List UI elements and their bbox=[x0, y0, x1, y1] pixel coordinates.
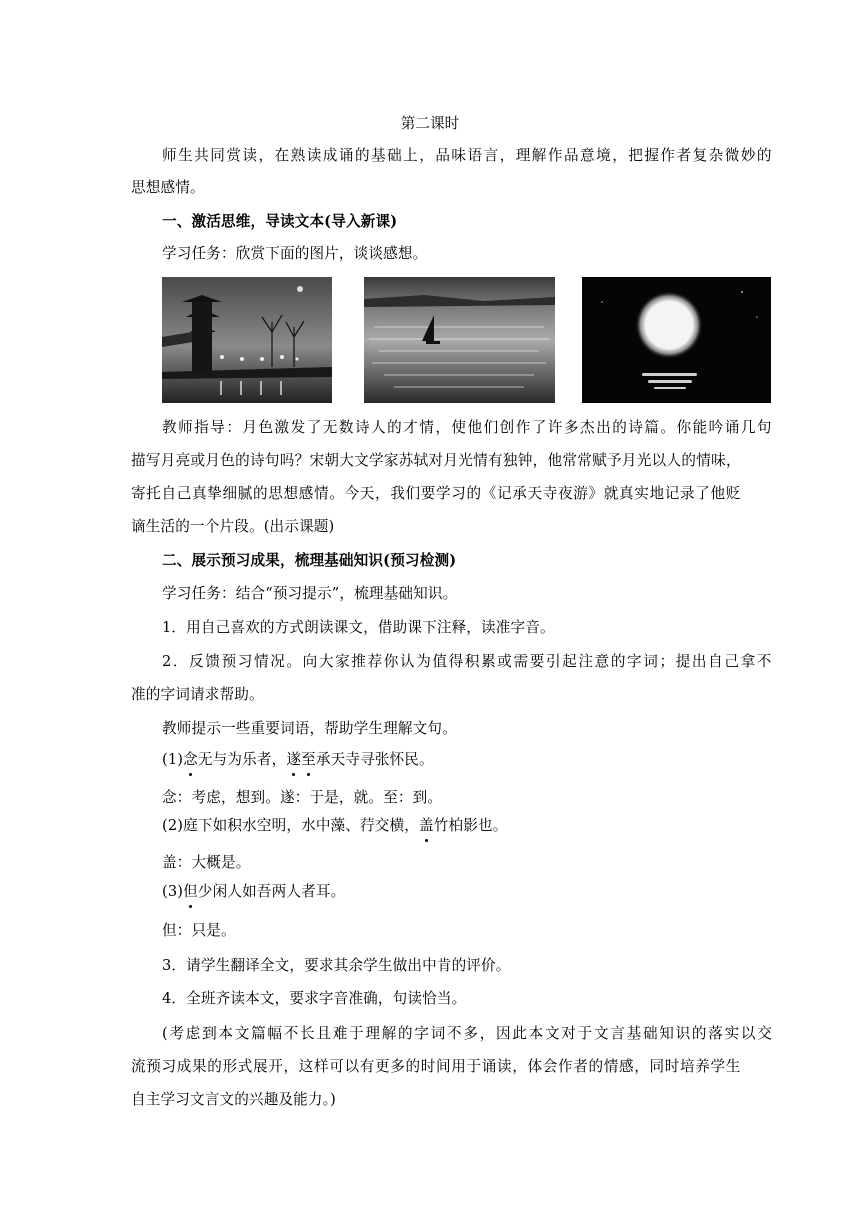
example-3-prefix: (3) bbox=[162, 883, 184, 900]
section2-heading: 二、展示预习成果，梳理基础知识(预习检测) bbox=[162, 552, 457, 569]
item-1: 1．用自己喜欢的方式朗读课文，借助课下注释，读准字音。 bbox=[162, 619, 555, 636]
item-4: 4．全班齐读本文，要求字音准确，句读恰当。 bbox=[162, 990, 467, 1007]
example-1-note: 念：考虑，想到。遂：于是，就。至：到。 bbox=[162, 789, 443, 806]
example-2-suffix: 竹柏影也。 bbox=[433, 817, 508, 834]
dotted-char: 至 bbox=[301, 751, 316, 768]
note-line-3: 自主学习文言文的兴趣及能力。) bbox=[131, 1091, 336, 1108]
teacher-hint: 教师提示一些重要词语，帮助学生理解文句。 bbox=[162, 720, 457, 737]
example-2 bbox=[162, 816, 772, 836]
example-1-prefix: (1) bbox=[162, 751, 184, 768]
section2-task: 学习任务：结合“预习提示”，梳理基础知识。 bbox=[162, 585, 458, 602]
example-1-suffix: 承天寺寻张怀民。 bbox=[315, 751, 434, 768]
section1-heading: 一、激活思维，导读文本(导入新课) bbox=[162, 213, 398, 230]
example-3-note: 但：只是。 bbox=[162, 922, 236, 939]
example-1 bbox=[162, 750, 772, 770]
intro-line-1: 师 生 共 同 赏 读 ， 在 熟 读 成 诵 的 基 础 上 ， 品 味 语 言 ， 理 解 作 品 意 境 ， 把 握 作 者 复 杂 微 妙 的 bbox=[162, 147, 772, 164]
dotted-char: 念 bbox=[183, 751, 198, 768]
guide-line-4: 谪生活的一个片段。(出示课题) bbox=[131, 518, 335, 535]
page-title: 第二课时 bbox=[400, 115, 460, 132]
guide-line-1: 教 师 指 导 ： 月 色 激 发 了 无 数 诗 人 的 才 情 ， 使 他 们 创 作 了 许 多 杰 出 的 诗 篇 。 你 能 吟 诵 几 句 bbox=[162, 419, 772, 436]
note-line-1: ( 考 虑 到 本 文 篇 幅 不 长 且 难 于 理 解 的 字 词 不 多 ， 因 此 本 文 对 于 文 言 基 础 知 识 的 落 实 以 交 bbox=[162, 1025, 772, 1042]
sailboat-moonlight-photo bbox=[364, 277, 555, 403]
item-2-line-1: 2 ． 反 馈 预 习 情 况 。 向 大 家 推 荐 你 认 为 值 得 积 累 或 需 要 引 起 注 意 的 字 词 ； 提 出 自 己 拿 不 bbox=[162, 653, 772, 670]
guide-line-3: 寄 托 自 己 真 挚 细 腻 的 思 想 感 情 。 今 天 ， 我 们 要 学 习 的 《 记 承 天 寺 夜 游 》 就 真 实 地 记 录 了 他 贬 bbox=[131, 485, 741, 502]
item-2-line-2: 准的字词请求帮助。 bbox=[131, 686, 264, 703]
example-2-prefix: (2)庭下如积水空明，水中藻、荇交横， bbox=[162, 817, 420, 834]
intro-line-2: 思想感情。 bbox=[131, 179, 205, 196]
example-2-note: 盖：大概是。 bbox=[162, 854, 251, 871]
dotted-char: 盖 bbox=[419, 817, 434, 834]
example-3 bbox=[162, 882, 772, 902]
guide-line-2: 描 写 月 亮 或 月 色 的 诗 句 吗 ？ 宋 朝 大 文 学 家 苏 轼 对 月 光 情 有 独 钟 ， 他 常 常 赋 予 月 光 以 人 的 情 味 ， bbox=[131, 452, 741, 469]
pavilion-night-photo bbox=[162, 277, 332, 403]
dotted-char: 遂 bbox=[286, 751, 302, 768]
note-line-2: 流 预 习 成 果 的 形 式 展 开 ， 这 样 可 以 有 更 多 的 时 间 用 于 诵 读 ， 体 会 作 者 的 情 感 ， 同 时 培 养 学 生 bbox=[131, 1058, 741, 1075]
item-3: 3．请学生翻译全文，要求其余学生做出中肯的评价。 bbox=[162, 957, 511, 974]
section1-task: 学习任务：欣赏下面的图片，谈谈感想。 bbox=[162, 245, 428, 262]
example-3-suffix: 少闲人如吾两人者耳。 bbox=[197, 883, 346, 900]
full-moon-photo bbox=[582, 277, 771, 403]
example-1-middle: 无与为乐者， bbox=[197, 751, 287, 768]
dotted-char: 但 bbox=[183, 883, 198, 900]
